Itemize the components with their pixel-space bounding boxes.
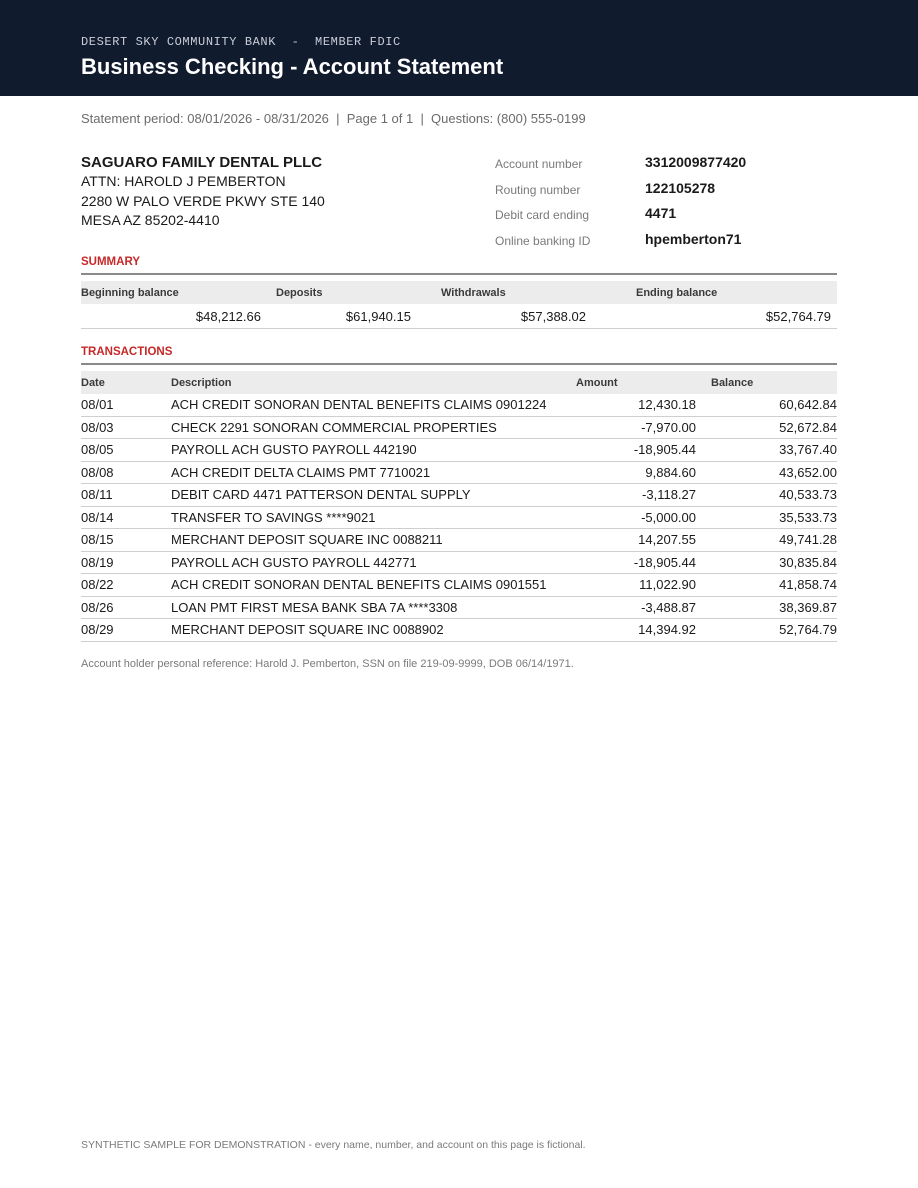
account-info-label: Online banking ID [495,233,591,248]
document-title: Business Checking - Account Statement [81,54,504,79]
tx-description-cell: ACH CREDIT DELTA CLAIMS PMT 7710021 [171,461,576,484]
tx-amount-cell: 11,022.90 [576,574,711,597]
tx-amount-cell: -7,970.00 [576,416,711,439]
tx-amount-cell: -3,118.27 [576,484,711,507]
tx-date-cell: 08/08 [81,461,171,484]
tx-balance-cell: 38,369.87 [711,596,837,619]
table-row [81,596,837,619]
tx-description-cell: TRANSFER TO SAVINGS ****9021 [171,506,576,529]
holder-attn: ATTN: HAROLD J PEMBERTON [81,173,286,189]
bank-name-line: DESERT SKY COMMUNITY BANK - MEMBER FDIC [81,35,401,49]
tx-col-balance: Balance [711,371,837,394]
holder-name: SAGUARO FAMILY DENTAL PLLC [81,154,323,171]
tx-description-cell: PAYROLL ACH GUSTO PAYROLL 442771 [171,551,576,574]
tx-balance-cell: 35,533.73 [711,506,837,529]
tx-balance-cell: 40,533.73 [711,484,837,507]
tx-amount-cell: 14,394.92 [576,619,711,642]
ending-balance-value: $52,764.79 [636,304,837,329]
tx-date-cell: 08/14 [81,506,171,529]
tx-description-cell: ACH CREDIT SONORAN DENTAL BENEFITS CLAIMS 0901224 [171,394,576,416]
beginning-balance-value: $48,212.66 [81,304,276,329]
synthetic-sample-footer: SYNTHETIC SAMPLE FOR DEMONSTRATION - every name, number, and account on this page is fictional. [81,1139,586,1151]
account-number-row [495,154,837,180]
tx-date-cell: 08/22 [81,574,171,597]
transactions-header-row [81,371,837,394]
online-banking-id-value: hpemberton71 [645,230,742,247]
summary-table [81,281,837,329]
account-info-label: Debit card ending [495,208,590,222]
table-row [81,619,837,642]
table-row [81,416,837,439]
account-holder-block [81,154,325,231]
tx-col-date: Date [81,371,171,394]
tx-date-cell: 08/26 [81,596,171,619]
account-info-label: Account number [495,157,583,171]
account-info-block [495,154,837,256]
tx-date-cell: 08/01 [81,394,171,416]
tx-amount-cell: -18,905.44 [576,439,711,462]
summary-heading: SUMMARY [81,256,837,275]
tx-description-cell: LOAN PMT FIRST MESA BANK SBA 7A ****3308 [171,596,576,619]
transactions-table [81,371,837,642]
tx-balance-cell: 52,672.84 [711,416,837,439]
tx-description-cell: MERCHANT DEPOSIT SQUARE INC 0088902 [171,619,576,642]
account-holder-note: Account holder personal reference: Harold J. Pemberton, SSN on file 219-09-9999, DOB 06/14/1971. [81,658,574,670]
tx-balance-cell: 52,764.79 [711,619,837,642]
statement-meta-line: Statement period: 08/01/2026 - 08/31/2026 | Page 1 of 1 | Questions: (800) 555-0199 [81,111,586,126]
tx-description-cell: ACH CREDIT SONORAN DENTAL BENEFITS CLAIMS 0901551 [171,574,576,597]
tx-amount-cell: -18,905.44 [576,551,711,574]
summary-col-ending: Ending balance [636,281,837,304]
tx-date-cell: 08/19 [81,551,171,574]
tx-balance-cell: 41,858.74 [711,574,837,597]
tx-amount-cell: 12,430.18 [576,394,711,416]
debit-card-value: 4471 [645,205,677,221]
online-banking-id-row [495,231,837,257]
tx-col-amount: Amount [576,371,711,394]
routing-number-value: 122105278 [645,179,716,196]
summary-values-row [81,304,837,329]
summary-col-withdrawals: Withdrawals [441,281,636,304]
tx-amount-cell: -5,000.00 [576,506,711,529]
tx-date-cell: 08/29 [81,619,171,642]
tx-description-cell: CHECK 2291 SONORAN COMMERCIAL PROPERTIES [171,416,576,439]
summary-col-deposits: Deposits [276,281,441,304]
table-row [81,461,837,484]
tx-balance-cell: 33,767.40 [711,439,837,462]
tx-description-cell: MERCHANT DEPOSIT SQUARE INC 0088211 [171,529,576,552]
statement-header-banner [0,0,918,96]
summary-header-row [81,281,837,304]
tx-date-cell: 08/11 [81,484,171,507]
debit-card-row [495,205,837,231]
holder-city: MESA AZ 85202-4410 [81,212,220,228]
tx-amount-cell: -3,488.87 [576,596,711,619]
table-row [81,506,837,529]
table-row [81,574,837,597]
table-row [81,529,837,552]
transactions-body [81,394,837,641]
account-number-value: 3312009877420 [645,154,747,170]
tx-balance-cell: 43,652.00 [711,461,837,484]
tx-col-description: Description [171,371,576,394]
table-row [81,484,837,507]
holder-street: 2280 W PALO VERDE PKWY STE 140 [81,192,325,209]
tx-balance-cell: 30,835.84 [711,551,837,574]
transactions-heading: TRANSACTIONS [81,346,837,365]
table-row [81,551,837,574]
tx-description-cell: PAYROLL ACH GUSTO PAYROLL 442190 [171,439,576,462]
tx-date-cell: 08/03 [81,416,171,439]
tx-date-cell: 08/15 [81,529,171,552]
account-info-label: Routing number [495,182,581,197]
tx-amount-cell: 9,884.60 [576,461,711,484]
tx-description-cell: DEBIT CARD 4471 PATTERSON DENTAL SUPPLY [171,484,576,507]
deposits-value: $61,940.15 [276,304,441,329]
tx-date-cell: 08/05 [81,439,171,462]
tx-balance-cell: 60,642.84 [711,394,837,416]
summary-col-beginning: Beginning balance [81,281,276,304]
table-row [81,439,837,462]
withdrawals-value: $57,388.02 [441,304,636,329]
tx-amount-cell: 14,207.55 [576,529,711,552]
routing-number-row [495,180,837,206]
tx-balance-cell: 49,741.28 [711,529,837,552]
table-row [81,394,837,416]
